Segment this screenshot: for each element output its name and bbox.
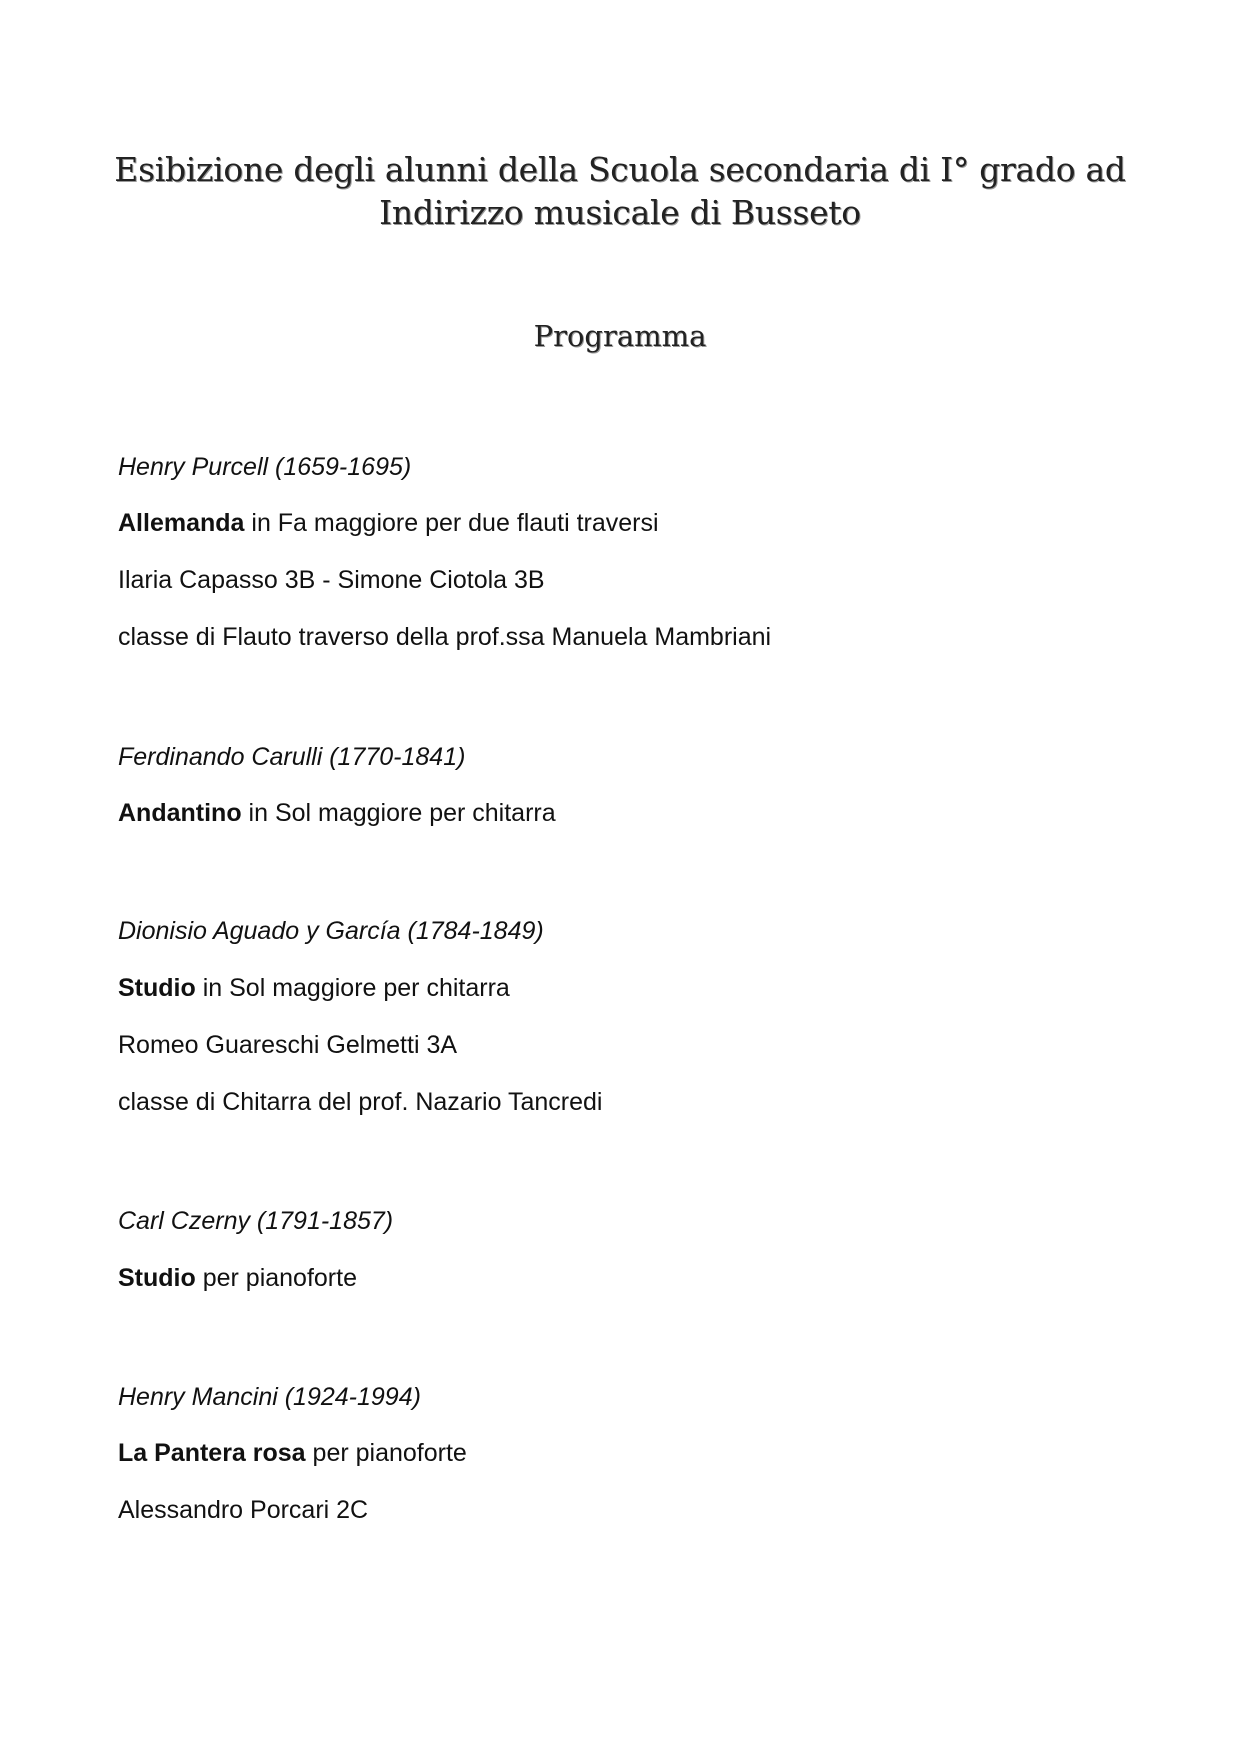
piece-title: La Pantera rosa [118, 1439, 306, 1467]
composer-line: Henry Mancini (1924-1994) [118, 1383, 421, 1411]
performers-line: Alessandro Porcari 2C [118, 1496, 369, 1524]
piece-line [118, 508, 659, 538]
piece-description: in Sol maggiore per chitarra [241, 799, 556, 827]
document-title [100, 148, 1140, 234]
composer-line: Dionisio Aguado y García (1784-1849) [118, 917, 544, 945]
piece-description: per pianoforte [195, 1264, 357, 1292]
piece-line [118, 1438, 467, 1468]
composer-line: Ferdinando Carulli (1770-1841) [118, 743, 466, 771]
class-line: classe di Flauto traverso della prof.ssa Manuela Mambriani [118, 623, 772, 651]
piece-title: Allemanda [118, 509, 245, 537]
piece-description: per pianoforte [305, 1439, 467, 1467]
performers-line: Ilaria Capasso 3B - Simone Ciotola 3B [118, 566, 545, 594]
class-line: classe di Chitarra del prof. Nazario Tancredi [118, 1088, 603, 1116]
title-line-1: Esibizione degli alunni della Scuola secondaria di I° grado ad [114, 150, 1126, 189]
piece-description: in Sol maggiore per chitarra [195, 974, 510, 1002]
title-line-2: Indirizzo musicale di Busseto [379, 193, 861, 232]
piece-title: Studio [118, 974, 196, 1002]
composer-line: Carl Czerny (1791-1857) [118, 1207, 394, 1235]
piece-title: Andantino [118, 799, 242, 827]
piece-description: in Fa maggiore per due flauti traversi [244, 509, 659, 537]
piece-line [118, 973, 510, 1003]
composer-line: Henry Purcell (1659-1695) [118, 453, 412, 481]
performers-line: Romeo Guareschi Gelmetti 3A [118, 1031, 458, 1059]
program-heading: Programma [533, 319, 707, 353]
piece-line [118, 1263, 357, 1293]
piece-title: Studio [118, 1264, 196, 1292]
piece-line [118, 798, 556, 828]
